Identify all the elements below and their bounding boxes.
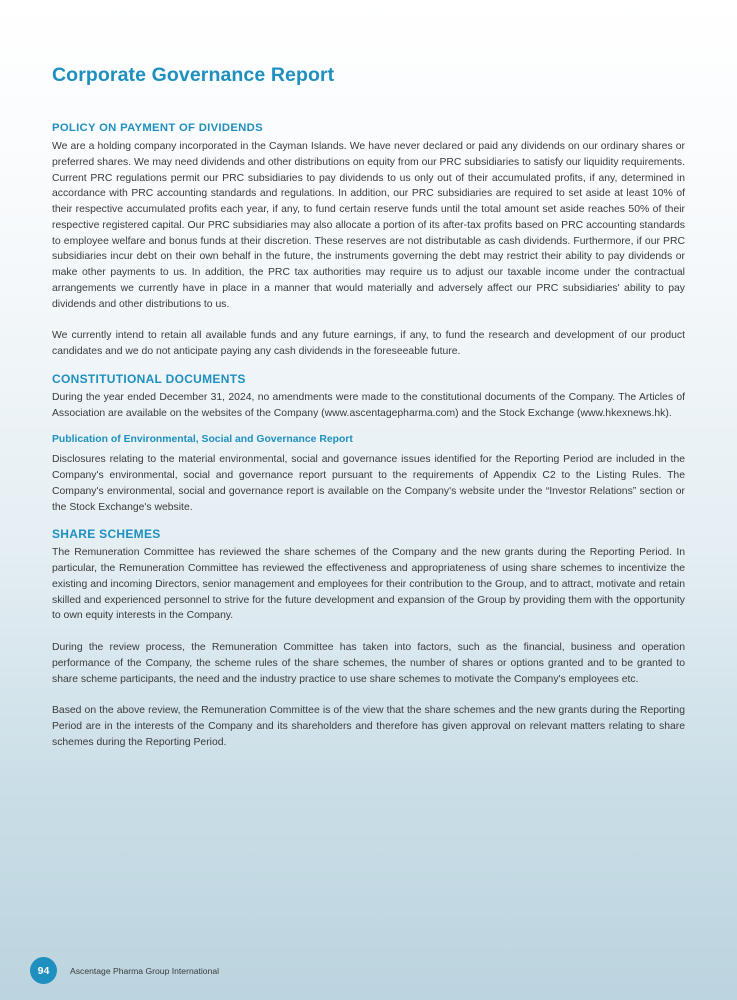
dividends-section [52, 121, 685, 360]
constitutional-heading: CONSTITUTIONAL DOCUMENTS [52, 371, 246, 386]
share-schemes-paragraph-3: Based on the above review, the Remuneration Committee is of the view that the share schemes and the new grants during the Reporting Period are in the interests of the Company and its shareholders and therefore has given approval on relevant matters relating to share schemes during the Reporting Period. [52, 705, 685, 748]
constitutional-paragraph: During the year ended December 31, 2024, no amendments were made to the constitutional documents of the Company. The Articles of Association are available on the websites of the Company (www.ascentagepharma.com) and the Stock Exchange (www.hkexnews.hk). [52, 391, 685, 419]
share-schemes-heading: SHARE SCHEMES [52, 527, 161, 542]
report-page [52, 62, 685, 751]
dividends-heading: POLICY ON PAYMENT OF DIVIDENDS [52, 122, 263, 134]
dividends-paragraph-1: We are a holding company incorporated in the Cayman Islands. We have never declared or paid any dividends on our ordinary shares or preferred shares. We may need dividends and other distributions on equity from our PRC subsidiaries to satisfy our liquidity requirements. Current PRC regulations permit our PRC subsidiaries to pay dividends to us only out of their accumulated profits, if any, determined in accordance with PRC accounting standards and regulations. In addition, our PRC subsidiaries are required to set aside at least 10% of their respective accumulated profits each year, if any, to fund certain reserve funds until the total amount set aside reaches 50% of their respective registered capital. Our PRC subsidiaries may also allocate a portion of its after-tax profits based on PRC accounting standards to employee welfare and bonus funds at their discretion. These reserves are not distributable as cash dividends. Furthermore, if our PRC subsidiaries incur debt on their own behalf in the future, the instruments governing the debt may restrict their ability to pay dividends or make other payments to us. In addition, the PRC tax authorities may require us to adjust our taxable income under the contractual arrangements we currently have in place in a manner that would materially and adversely affect our PRC subsidiaries' ability to pay dividends and other distributions to us. [52, 141, 685, 310]
page-footer [30, 957, 219, 984]
constitutional-section [52, 372, 685, 422]
page-title: Corporate Governance Report [52, 64, 335, 86]
esg-heading: Publication of Environmental, Social and Governance Report [52, 434, 353, 446]
esg-section [52, 433, 685, 515]
share-schemes-section [52, 527, 685, 750]
dividends-paragraph-2: We currently intend to retain all available funds and any future earnings, if any, to fund the research and development of our product candidates and we do not anticipate paying any cash dividends in the foreseeable future. [52, 330, 685, 357]
footer-company-name: Ascentage Pharma Group International [70, 965, 220, 976]
share-schemes-paragraph-1: The Remuneration Committee has reviewed the share schemes of the Company and the new grants during the Reporting Period. In particular, the Remuneration Committee has reviewed the effectiveness and appropriateness of using share schemes to incentivize the existing and incoming Directors, senior management and employees for their contribution to the Group, and to attract, motivate and retain skilled and experienced personnel to strive for the future development and expansion of the Group by providing them with the opportunity to own equity interests in the Company. [52, 547, 685, 622]
share-schemes-paragraph-2: During the review process, the Remuneration Committee has taken into factors, such as the financial, business and operation performance of the Company, the scheme rules of the share schemes, the number of shares or options granted and to be granted to share scheme participants, the need and the industry practice to use share schemes to motivate the Company's employees etc. [52, 642, 685, 685]
esg-paragraph: Disclosures relating to the material environmental, social and governance issues identified for the Reporting Period are included in the Company's environmental, social and governance report pursuant to the requirements of Appendix C2 to the Listing Rules. The Company's environmental, social and governance report is available on the Company's website under the “Investor Relations” section or the Stock Exchange's website. [52, 454, 685, 513]
page-number-badge: 94 [30, 957, 57, 984]
